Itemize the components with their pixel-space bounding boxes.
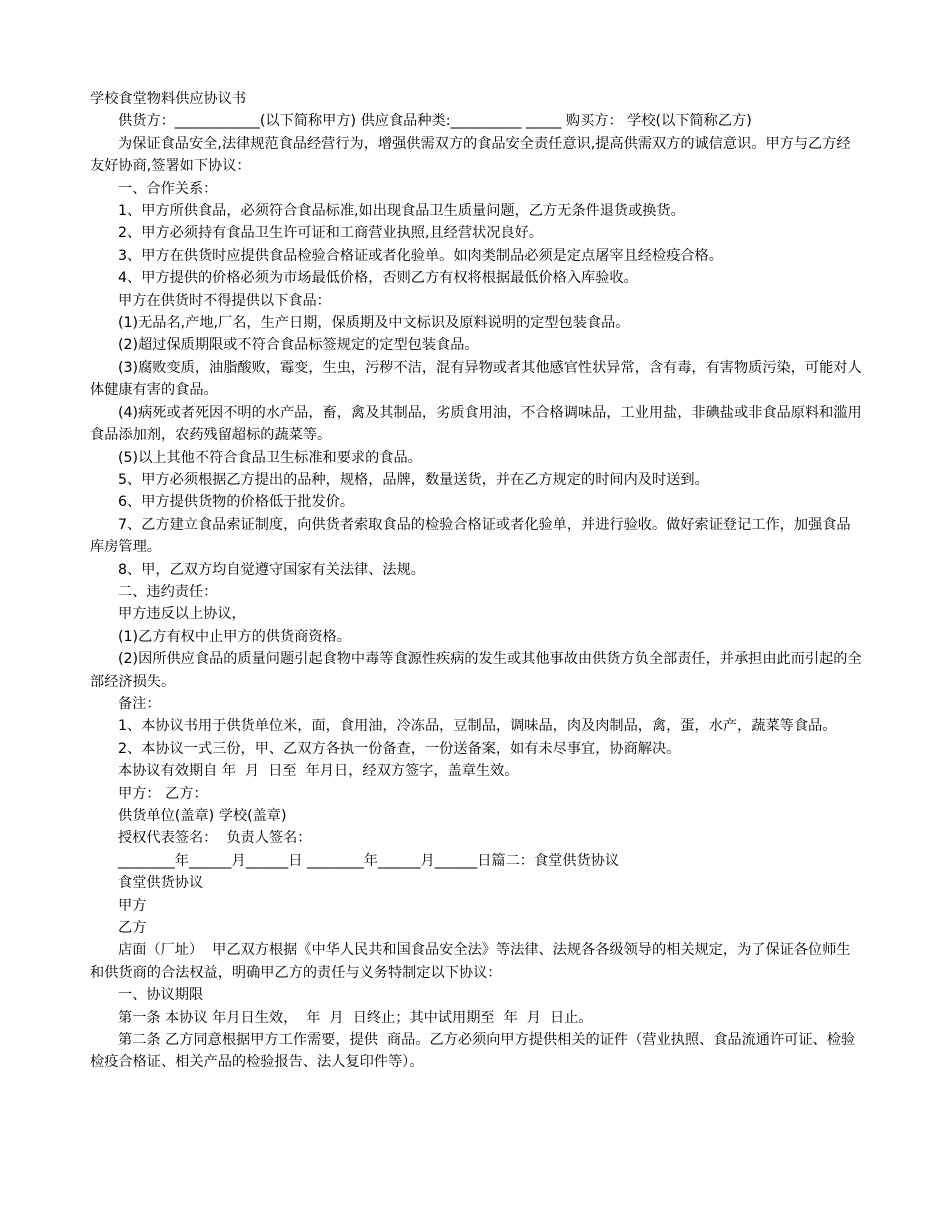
prohibited-item-2: (2)超过保质期限或不符合食品标签规定的定型包装食品。 xyxy=(118,337,479,354)
clause-2: 2、甲方必须持有食品卫生许可证和工商营业执照,且经营状况良好。 xyxy=(118,225,543,242)
liability-intro: 甲方违反以上协议， xyxy=(118,606,246,623)
liability-item-1: (1)乙方有权中止甲方的供货商资格。 xyxy=(118,628,351,645)
heading-remarks: 备注： xyxy=(118,695,161,712)
parties-line: 甲方： 乙方： xyxy=(118,785,208,802)
heading-term: 一、协议期限 xyxy=(118,987,204,1004)
clause-3: 3、甲方在供货时应提供食品检验合格证或者化验单。如肉类制品必须是定点屠宰且经检疫合格。 xyxy=(118,247,723,264)
date-line: ________年______月______日 ________年______月______日篇二：食堂供货协议 xyxy=(118,852,620,869)
article-2: 第二条 乙方同意根据甲方工作需要，提供 商品。乙方必须向甲方提供相关的证件（营业执照、食品流通许可证、检验检疫合格证、相关产品的检验报告、法人复印件等）。 xyxy=(90,1032,856,1071)
prohibited-item-3: (3)腐败变质，油脂酸败，霉变，生虫，污秽不洁，混有异物或者其他感官性状异常，含有毒，有害物质污染，可能对人体健康有害的食品。 xyxy=(90,359,862,399)
clause-5: 5、甲方必须根据乙方提出的品种，规格，品牌，数量送货，并在乙方规定的时间内及时送到。 xyxy=(118,471,709,488)
clause-1: 1、甲方所供食品，必须符合食品标准,如出现食品卫生质量问题，乙方无条件退货或换货。 xyxy=(118,203,685,220)
party-a-label: 甲方 xyxy=(118,897,147,914)
remark-2: 2、本协议一式三份，甲、乙双方各执一份备查，一份送备案，如有未尽事宜，协商解决。 xyxy=(118,740,681,757)
prohibited-item-1: (1)无品名,产地,厂名，生产日期，保质期及中文标识及原料说明的定型包装食品。 xyxy=(118,315,630,332)
remark-1: 1、本协议书用于供货单位米，面，食用油，冷冻品，豆制品，调味品，肉及肉制品，禽，蛋，水产，蔬菜等食品。 xyxy=(118,718,837,735)
validity-period: 本协议有效期自 年 月 日至 年月日，经双方签字，盖章生效。 xyxy=(118,763,519,780)
document-page xyxy=(90,88,862,1074)
store-address-intro: 店面（厂址） 甲乙双方根据《中华人民共和国食品安全法》等法律、法规各各级领导的相关规定，为了保证各位师生和供货商的合法权益，明确甲乙方的责任与义务特制定以下协议： xyxy=(90,942,851,981)
heading-cooperation: 一、合作关系： xyxy=(118,180,218,197)
prohibited-item-5: (5)以上其他不符合食品卫生标准和要求的食品。 xyxy=(118,449,422,466)
signature-line: 授权代表签名： 负责人签名： xyxy=(118,830,312,847)
paragraph-purpose: 为保证食品安全,法律规范食品经营行为，增强供需双方的食品安全责任意识,提高供需双方的诚信意识。甲方与乙方经友好协商,签署如下协议： xyxy=(90,135,851,175)
clause-8: 8、甲，乙双方均自觉遵守国家有关法律、法规。 xyxy=(118,561,425,578)
party-b-label: 乙方 xyxy=(118,920,147,937)
clause-4: 4、甲方提供的价格必须为市场最低价格，否则乙方有权将根据最低价格入库验收。 xyxy=(118,270,638,287)
prohibited-item-4: (4)病死或者死因不明的水产品，畜，禽及其制品，劣质食用油，不合格调味品，工业用盐，非碘盐或非食品原料和滥用食品添加剂，农药残留超标的蔬菜等。 xyxy=(90,404,862,444)
second-document-title: 食堂供货协议 xyxy=(118,875,204,892)
document-title: 学校食堂物料供应协议书 xyxy=(90,91,247,107)
article-1: 第一条 本协议 年月日生效， 年 月 日终止；其中试用期至 年 月 日止。 xyxy=(118,1009,593,1026)
paragraph-supplier-buyer: 供货方：____________(以下简称甲方) 供应食品种类:__________ _____ 购买方： 学校(以下简称乙方) xyxy=(118,113,752,130)
clause-7: 7、乙方建立食品索证制度，向供货者索取食品的检验合格证或者化验单，并进行验收。做好索证登记工作，加强食品库房管理。 xyxy=(90,516,851,556)
liability-item-2: (2)因所供应食品的质量问题引起食物中毒等食源性疾病的发生或其他事故由供货方负全部责任，并承担由此而引起的全部经济损失。 xyxy=(90,651,862,690)
clause-6: 6、甲方提供货物的价格低于批发价。 xyxy=(118,494,355,511)
prohibited-intro: 甲方在供货时不得提供以下食品： xyxy=(118,292,331,309)
heading-liability: 二、违约责任： xyxy=(118,583,218,600)
seal-line: 供货单位(盖章) 学校(盖章) xyxy=(118,808,287,824)
